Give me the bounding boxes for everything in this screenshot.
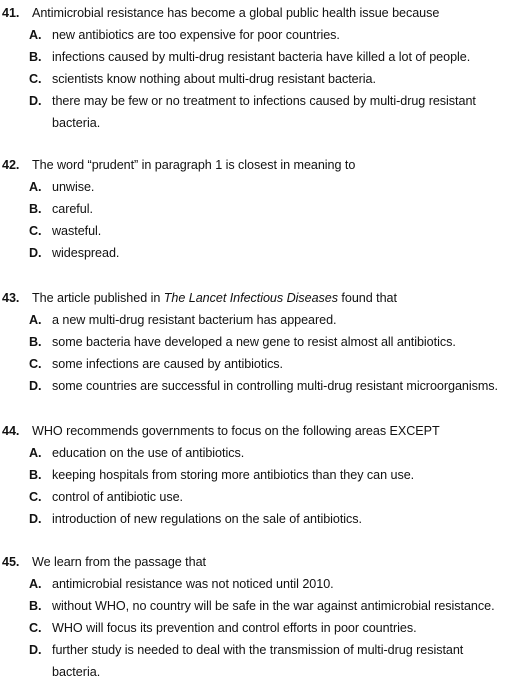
option-text: introduction of new regulations on the sale of antibiotics. <box>52 512 362 526</box>
option-letter: D. <box>29 512 42 526</box>
question-text: The word “prudent” in paragraph 1 is closest in meaning to <box>32 158 356 172</box>
option-text: a new multi-drug resistant bacterium has appeared. <box>52 313 337 327</box>
option-letter: A. <box>29 313 42 327</box>
option-letter: C. <box>29 621 42 635</box>
option-letter: A. <box>29 577 42 591</box>
option-letter: B. <box>29 599 42 613</box>
option-text: further study is needed to deal with the transmission of multi-drug resistant <box>52 643 464 657</box>
option-letter: C. <box>29 357 42 371</box>
option-letter: D. <box>29 246 42 260</box>
option-text: some countries are successful in controlling multi-drug resistant microorganisms. <box>52 379 498 393</box>
option-letter: D. <box>29 379 42 393</box>
question-text-pre: The article published in <box>32 291 164 305</box>
option-text: there may be few or no treatment to infections caused by multi-drug resistant <box>52 94 476 108</box>
option-text: WHO will focus its prevention and control efforts in poor countries. <box>52 621 417 635</box>
option-text: education on the use of antibiotics. <box>52 446 245 460</box>
option-letter: C. <box>29 72 42 86</box>
option-letter: C. <box>29 490 42 504</box>
option-text-continued: bacteria. <box>52 116 101 130</box>
option-letter: D. <box>29 643 42 657</box>
question-text: WHO recommends governments to focus on the following areas EXCEPT <box>32 424 440 438</box>
option-text: scientists know nothing about multi-drug resistant bacteria. <box>52 72 376 86</box>
question-text: Antimicrobial resistance has become a global public health issue because <box>32 6 440 20</box>
option-text: keeping hospitals from storing more antibiotics than they can use. <box>52 468 415 482</box>
option-text: widespread. <box>52 246 120 260</box>
option-letter: A. <box>29 446 42 460</box>
option-letter: C. <box>29 224 42 238</box>
option-letter: B. <box>29 50 42 64</box>
option-text: control of antibiotic use. <box>52 490 184 504</box>
option-text: new antibiotics are too expensive for poor countries. <box>52 28 340 42</box>
option-text: careful. <box>52 202 93 216</box>
question-text <box>32 287 397 309</box>
option-text: without WHO, no country will be safe in the war against antimicrobial resistance. <box>52 599 495 613</box>
option-letter: D. <box>29 94 42 108</box>
option-text-continued: bacteria. <box>52 665 101 679</box>
option-letter: B. <box>29 335 42 349</box>
option-text: infections caused by multi-drug resistant bacteria have killed a lot of people. <box>52 50 471 64</box>
option-letter: B. <box>29 468 42 482</box>
journal-title: The Lancet Infectious Diseases <box>163 291 338 305</box>
option-text: wasteful. <box>52 224 102 238</box>
question-number: 42. <box>2 158 20 172</box>
option-letter: A. <box>29 180 42 194</box>
option-text: some infections are caused by antibiotics. <box>52 357 284 371</box>
question-text: We learn from the passage that <box>32 555 206 569</box>
option-text: some bacteria have developed a new gene to resist almost all antibiotics. <box>52 335 456 349</box>
option-text: unwise. <box>52 180 95 194</box>
question-number: 43. <box>2 291 20 305</box>
question-number: 44. <box>2 424 20 438</box>
option-text: antimicrobial resistance was not noticed until 2010. <box>52 577 334 591</box>
question-number: 45. <box>2 555 20 569</box>
option-letter: A. <box>29 28 42 42</box>
question-text-post: found that <box>337 291 397 305</box>
option-letter: B. <box>29 202 42 216</box>
question-number: 41. <box>2 6 20 20</box>
